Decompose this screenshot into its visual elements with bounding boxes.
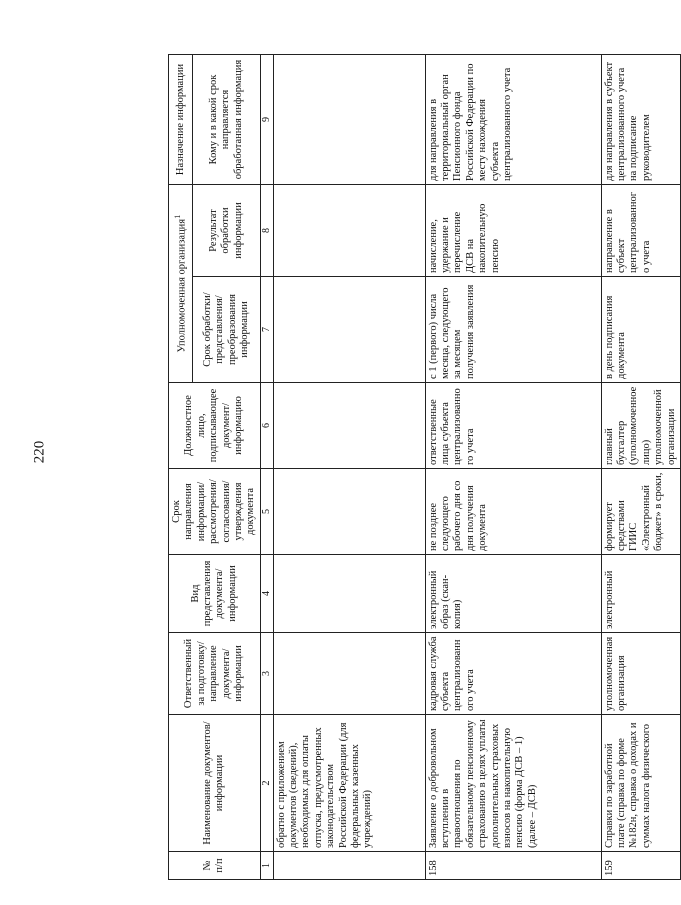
col-number: 6 — [260, 383, 273, 469]
cell-num: 158 — [425, 852, 601, 880]
header-destination-group: Назначение информации — [169, 55, 193, 185]
rotated-table-frame — [168, 55, 677, 880]
cell-official: главный бухгалтер (уполномоченное лицо) уполномоченной организации — [601, 383, 680, 469]
cell-org-deadline — [273, 277, 425, 383]
cell-destination: для направления в субъект централизованного учета на подписание руководителем — [601, 55, 680, 185]
document-table — [168, 54, 681, 880]
header-name: Наименование документов/ информации — [169, 715, 261, 852]
header-destination: Кому и в какой срок направляется обработанная информация — [193, 55, 260, 185]
cell-responsible: кадровая служба субъекта централизованного учета — [425, 633, 601, 715]
cell-num: 159 — [601, 852, 680, 880]
page-number: 220 — [31, 440, 48, 464]
cell-official: ответственные лица субъекта централизованного учета — [425, 383, 601, 469]
header-responsible: Ответственный за подготовку/ направление документа/ информации — [169, 633, 261, 715]
header-deadline: Срок направления информации/ рассмотрения/ согласования/ утверждения документа — [169, 469, 261, 555]
cell-org-deadline: с 1 (первого) числа месяца, следующего за месяцем получения заявления — [425, 277, 601, 383]
col-number: 1 — [260, 852, 273, 880]
col-number: 5 — [260, 469, 273, 555]
cell-responsible: уполномоченная организация — [601, 633, 680, 715]
cell-destination: для направления в территориальный орган Пенсионного фонда Российской Федерации по месту нахождения субъекта централизованного учета — [425, 55, 601, 185]
cell-official — [273, 383, 425, 469]
cell-name: Заявление о добровольном вступлении в правоотношения по обязательному пенсионному страхованию в целях уплаты дополнительных страховых взносов на накопительную пенсию (форма ДСВ – 1) (далее – ДСВ) — [425, 715, 601, 852]
cell-num — [273, 852, 425, 880]
cell-deadline: формирует средствами ГИИС «Электронный бюджет» в сроки, — [601, 469, 680, 555]
col-number: 3 — [260, 633, 273, 715]
header-org-deadline: Срок обработки/ представления/ преобразования информации — [193, 277, 260, 383]
cell-name: Справки по заработной плате (справка по форме №182н, справка о доходах и суммах налога физического — [601, 715, 680, 852]
cell-org-result — [273, 185, 425, 277]
col-number: 2 — [260, 715, 273, 852]
cell-deadline — [273, 469, 425, 555]
cell-name: обратно с приложением документов (сведений), необходимых для оплаты отпуска, предусмотренных законодательством Российской Федерации (для федеральных казенных учреждений) — [273, 715, 425, 852]
cell-form: электронный образ (скан-копия) — [425, 555, 601, 633]
cell-form: электронный — [601, 555, 680, 633]
table-row — [273, 55, 425, 880]
col-number: 4 — [260, 555, 273, 633]
header-num: № п/п — [169, 852, 261, 880]
header-org-group — [169, 185, 193, 383]
header-form: Вид представления документа/ информации — [169, 555, 261, 633]
header-org-group-footnote: 1 — [172, 214, 183, 219]
header-org-result: Результат обработки информации — [193, 185, 260, 277]
cell-responsible — [273, 633, 425, 715]
cell-form — [273, 555, 425, 633]
header-org-group-label: Уполномоченная организация — [176, 218, 188, 353]
table-row — [601, 55, 680, 880]
cell-org-deadline: в день подписания документа — [601, 277, 680, 383]
table-row — [425, 55, 601, 880]
header-official: Должностное лицо, подписывающее документ/ информацию — [169, 383, 261, 469]
col-number: 8 — [260, 185, 273, 277]
col-number: 9 — [260, 55, 273, 185]
cell-destination — [273, 55, 425, 185]
cell-org-result: направление в субъект централизованного учета — [601, 185, 680, 277]
cell-deadline: не позднее следующего рабочего дня со дня получения документа — [425, 469, 601, 555]
cell-org-result: начисление, удержание и перечисление ДСВ на накопительную пенсию — [425, 185, 601, 277]
col-number: 7 — [260, 277, 273, 383]
